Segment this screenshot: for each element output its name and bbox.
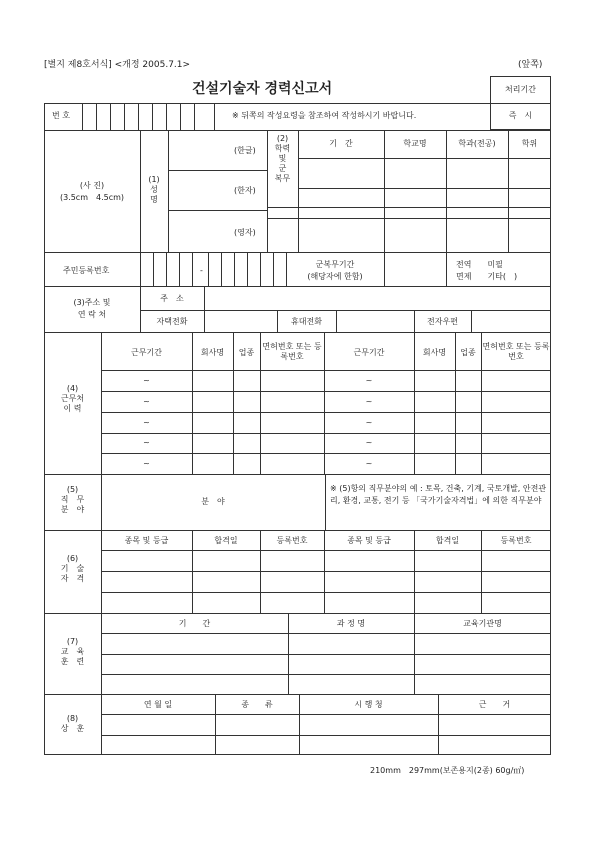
education-label: (2) 학력 및 군 복무 (274, 134, 291, 183)
training-col-period: 기 간 (178, 619, 211, 628)
awards-col-type: 종 류 (241, 700, 273, 709)
work-tilde: ~ (143, 418, 150, 427)
work-col-company-1: 회사명 (200, 348, 225, 357)
work-col-license-2: 면허번호 또는 등록번호 (482, 342, 550, 361)
duty-field-label: (5) 직 무 분 야 (60, 485, 85, 514)
edu-col-school: 학교명 (403, 139, 427, 148)
page-side: (앞쪽) (518, 60, 543, 70)
qual-col-reg-2: 등록번호 (500, 536, 532, 545)
work-tilde: ~ (143, 459, 150, 468)
mobile-label: 휴대전화 (291, 317, 322, 326)
work-col-type-2: 업종 (460, 348, 476, 357)
address-section-label2: 연 락 처 (77, 310, 107, 319)
work-col-type-1: 업종 (238, 348, 255, 357)
email-label: 전자우편 (427, 317, 458, 326)
training-col-course: 과 정 명 (336, 619, 366, 628)
photo-size: (3.5cm 4.5cm) (59, 193, 125, 202)
qual-col-date-1: 합격일 (214, 536, 238, 545)
duty-field-note: ※ (5)항의 직무분야의 예 : 토목, 건축, 기계, 국토개발, 안전관리, 환경, 교통, 전기 등 「국가기술자격법」에 의한 직무분야 (330, 484, 547, 505)
awards-col-basis: 근 거 (478, 700, 511, 709)
name-english: (영자) (234, 228, 256, 237)
home-phone-label: 자택전화 (156, 317, 188, 326)
work-tilde: ~ (365, 397, 373, 406)
address-section-label1: (3)주소 및 (73, 298, 111, 307)
resident-no-label: 주민등록번호 (63, 266, 110, 275)
work-col-period-2: 근무기간 (353, 348, 385, 357)
edu-col-period: 기 간 (329, 139, 353, 148)
name-korean: (한글) (234, 146, 256, 155)
qualification-label: (6) 기 술 자 격 (60, 554, 85, 583)
work-tilde: ~ (143, 376, 150, 385)
training-col-institution: 교육기관명 (463, 619, 502, 628)
form-note: ※ 뒤쪽의 작성요령을 참조하여 작성하시기 바랍니다. (232, 111, 417, 120)
work-tilde: ~ (365, 459, 373, 468)
work-col-company-2: 회사명 (422, 348, 447, 357)
military-note: (해당자에 한함) (307, 272, 363, 281)
work-col-period-1: 근무기간 (131, 348, 162, 357)
photo-label: (사 진) (79, 181, 105, 190)
training-label: (7) 교 육 훈 련 (60, 637, 85, 666)
qual-col-item-2: 종목 및 등급 (347, 536, 391, 545)
awards-col-date: 연 월 일 (143, 700, 173, 709)
military-period-label: 군복무기간 (315, 260, 355, 269)
number-label: 번 호 (52, 111, 70, 120)
duty-field-title: 분 야 (201, 497, 225, 506)
work-tilde: ~ (365, 418, 373, 427)
work-history-label: (4) 근무처 이 력 (60, 384, 85, 413)
qual-col-item-1: 종목 및 등급 (124, 536, 169, 545)
awards-label: (8) 상 훈 (60, 714, 85, 733)
work-tilde: ~ (365, 376, 373, 385)
military-options-bottom: 면제 기타( ) (456, 272, 518, 281)
paper-spec: 210mm 297mm(보존용지(2종) 60g/㎡) (370, 766, 525, 775)
work-tilde: ~ (143, 438, 150, 447)
address-label: 주 소 (160, 294, 184, 303)
form-title: 건설기술자 경력신고서 (192, 81, 333, 97)
work-col-license-1: 면허번호 또는 등록번호 (262, 342, 322, 361)
processing-value: 즉 시 (508, 111, 533, 120)
work-tilde: ~ (143, 397, 150, 406)
name-label: (1) 성 명 (148, 175, 160, 204)
work-tilde: ~ (365, 438, 373, 447)
edu-col-major: 학과(전공) (458, 139, 496, 148)
name-hanja: (한자) (234, 186, 256, 195)
form-number: [별지 제8호서식] <개정 2005.7.1> (44, 60, 191, 70)
qual-col-date-2: 합격일 (435, 536, 460, 545)
processing-label: 처리기간 (505, 85, 536, 94)
qual-col-reg-1: 등록번호 (276, 536, 308, 545)
edu-col-degree: 학위 (521, 139, 538, 148)
awards-col-agency: 시 행 청 (354, 700, 383, 709)
military-options-top: 전역 미필 (456, 260, 503, 269)
